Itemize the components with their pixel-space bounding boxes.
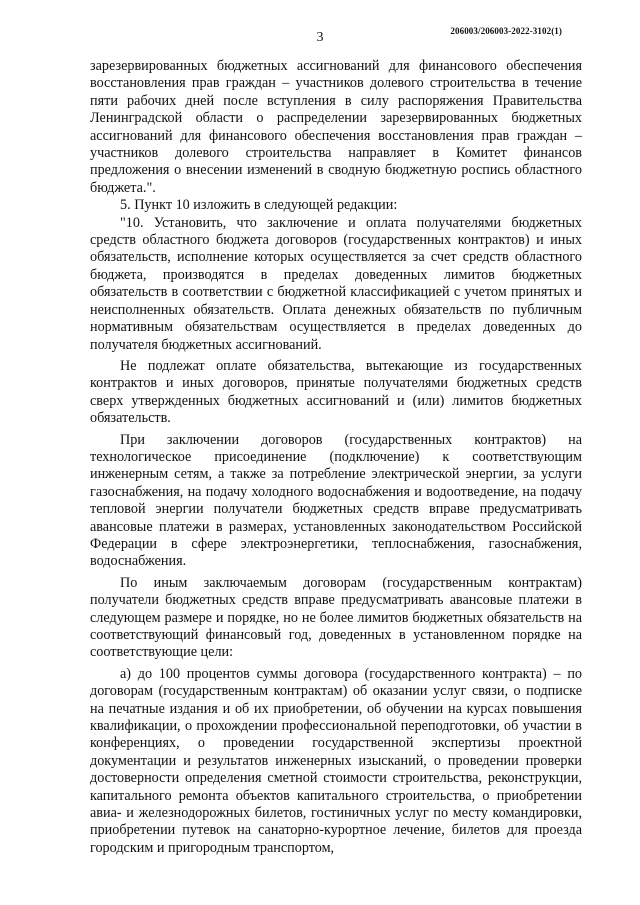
paragraph-clause-10: "10. Установить, что заключение и оплата получателями бюджетных средств областного бюджета договоров (государственных контрактов) и иных обязательств, исполнение которых осуществляется за счет средств областного бюджета, производятся в пределах доведенных лимитов бюджетных обязательств в соответствии с бюджетной классификацией с учетом принятых и неисполненных обязательств. Оплата денежных обязательств по публичным нормативным обязательствам осуществляется в пределах доведенных до получателя бюджетных ассигнований. <box>90 214 582 353</box>
document-id: 206003/206003-2022-3102(1) <box>450 26 562 36</box>
paragraph-subitem-a: а) до 100 процентов суммы договора (государственного контракта) – по договорам (государственным контрактам) об оказании услуг связи, о подписке на печатные издания и об их приобретении, об обучении на курсах повышения квалификации, о прохождении профессиональной переподготовки, об участии в конференциях, о проведении государственной экспертизы проектной документации и результатов инженерных изысканий, о проведении проверки достоверности определения сметной стоимости строительства, реконструкции, капитального ремонта объектов капитального строительства, о приобретении авиа- и железнодорожных билетов, гостиничных услуг по месту командировки, приобретении путевок на санаторно-курортное лечение, билетов для проезда городским и пригородным транспортом, <box>90 665 582 856</box>
paragraph-not-payable: Не подлежат оплате обязательства, вытекающие из государственных контрактов и иных договоров, принятые получателями бюджетных средств сверх утвержденных бюджетных ассигнований и (или) лимитов бюджетных обязательств. <box>90 357 582 427</box>
paragraph-item-5: 5. Пункт 10 изложить в следующей редакции: <box>120 197 398 214</box>
document-body <box>90 58 582 857</box>
paragraph-continuation: зарезервированных бюджетных ассигнований для финансового обеспечения восстановления прав граждан – участников долевого строительства в течение пяти рабочих дней после вступления в силу распоряжения Правительства Ленинградской области о распределении зарезервированных бюджетных ассигнований для финансового обеспечения восстановления прав граждан – участников долевого строительства направляет в Комитет финансов предложения о внесении изменений в сводную бюджетную роспись областного бюджета.". <box>90 58 582 196</box>
page-number: 3 <box>316 30 324 45</box>
paragraph-other-contracts: По иным заключаемым договорам (государственным контрактам) получатели бюджетных средств вправе предусматривать авансовые платежи в следующем размере и порядке, но не более лимитов бюджетных обязательств на соответствующий финансовый год, доведенных в установленном порядке на соответствующие цели: <box>90 574 582 661</box>
paragraph-advance-utilities: При заключении договоров (государственных контрактов) на технологическое присоединение (подключение) к соответствующим инженерным сетям, а также за потребление электрической энергии, за услуги газоснабжения, на подачу холодного водоснабжения и водоотведение, на подачу тепловой энергии получатели бюджетных средств вправе предусматривать авансовые платежи в размерах, установленных законодательством Российской Федерации в сфере электроэнергетики, теплоснабжения, газоснабжения, водоснабжения. <box>90 431 582 570</box>
